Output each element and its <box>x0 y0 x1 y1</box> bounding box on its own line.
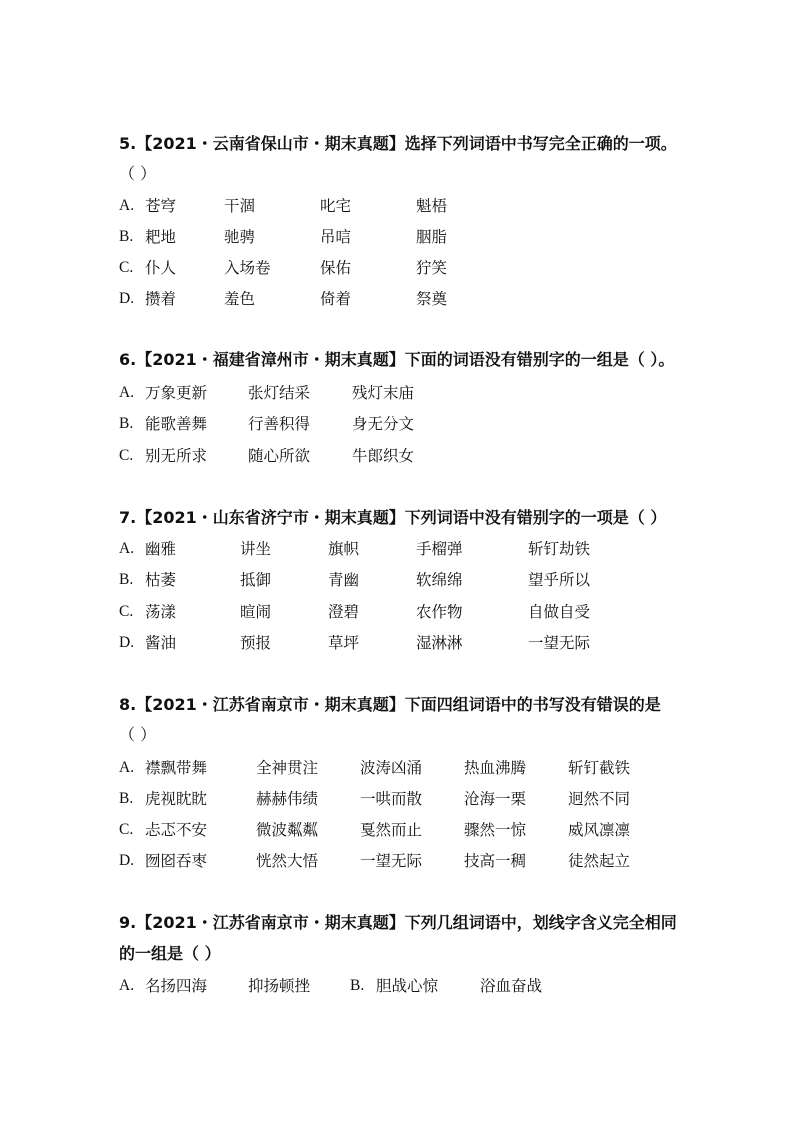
option-letter: C. <box>119 603 134 620</box>
option-word: 入场卷 <box>224 259 271 277</box>
option-word: 恍然大悟 <box>256 852 319 870</box>
option-word: 微波粼粼 <box>256 821 319 839</box>
option-word: 波涛凶涌 <box>360 759 423 777</box>
option-word: 幽雅 <box>145 540 177 558</box>
question-5-title: 5.【2021・云南省保山市・期末真题】选择下列词语中书写完全正确的一项。 <box>119 134 677 153</box>
option-word: 万象更新 <box>145 384 208 402</box>
question-9-title: 9.【2021・江苏省南京市・期末真题】下列几组词语中，划线字含义完全相同 <box>119 913 677 932</box>
question-9-title-continued: 的一组是（ ） <box>119 944 221 963</box>
option-letter: B. <box>119 228 134 245</box>
question-5-answer-blank: （ ） <box>119 164 157 183</box>
option-word: 软绵绵 <box>416 571 463 589</box>
option-word: 自做自受 <box>528 603 591 621</box>
option-word: 讲坐 <box>240 540 272 558</box>
option-word: 倚着 <box>320 290 352 308</box>
option-word: 枯萎 <box>145 571 177 589</box>
option-word: 技高一稠 <box>464 852 527 870</box>
option-letter: D. <box>119 634 135 651</box>
option-word: 囫囵吞枣 <box>145 852 208 870</box>
option-word: 别无所求 <box>145 447 208 465</box>
option-word: 张灯结采 <box>248 384 311 402</box>
option-word: 骤然一惊 <box>464 821 527 839</box>
option-word: 叱宅 <box>320 197 352 215</box>
option-word: 抑扬顿挫 <box>248 977 311 995</box>
option-word: 沧海一栗 <box>464 790 527 808</box>
option-word: 祭奠 <box>416 290 448 308</box>
option-letter: D. <box>119 852 135 869</box>
option-word: 牛郎织女 <box>352 447 415 465</box>
option-letter: B. <box>119 415 134 432</box>
question-8-title: 8.【2021・江苏省南京市・期末真题】下面四组词语中的书写没有错误的是 <box>119 695 661 714</box>
option-word: 戛然而止 <box>360 821 423 839</box>
question-6-title: 6.【2021・福建省漳州市・期末真题】下面的词语没有错别字的一组是（ ）。 <box>119 350 675 369</box>
option-word: 胆战心惊 <box>376 977 439 995</box>
option-word: 斩钉劫铁 <box>528 540 591 558</box>
option-word: 赫赫伟绩 <box>256 790 319 808</box>
option-letter: C. <box>119 821 134 838</box>
option-word: 身无分文 <box>352 415 415 433</box>
option-letter: B. <box>119 790 134 807</box>
option-letter: C. <box>119 447 134 464</box>
option-word: 预报 <box>240 634 272 652</box>
option-letter: A. <box>119 759 135 776</box>
option-word: 抵御 <box>240 571 272 589</box>
option-word: 草坪 <box>328 634 360 652</box>
option-word: 忐忑不安 <box>145 821 208 839</box>
option-word: 驰骋 <box>224 228 256 246</box>
option-word: 襟飘带舞 <box>145 759 208 777</box>
option-word: 一哄而散 <box>360 790 423 808</box>
option-word: 全神贯注 <box>256 759 319 777</box>
option-letter: A. <box>119 540 135 557</box>
option-word: 威风凛凛 <box>568 821 631 839</box>
option-letter: A. <box>119 384 135 401</box>
option-word: 迥然不同 <box>568 790 631 808</box>
option-letter: B. <box>350 977 365 994</box>
option-letter: D. <box>119 290 135 307</box>
option-word: 农作物 <box>416 603 463 621</box>
option-word: 酱油 <box>145 634 177 652</box>
option-word: 暄闹 <box>240 603 272 621</box>
question-8-answer-blank: （ ） <box>119 725 157 744</box>
option-word: 浴血奋战 <box>480 977 543 995</box>
option-word: 魁梧 <box>416 197 448 215</box>
option-word: 行善积得 <box>248 415 311 433</box>
option-word: 随心所欲 <box>248 447 311 465</box>
option-word: 苍穹 <box>145 197 177 215</box>
option-word: 荡漾 <box>145 603 177 621</box>
option-letter: A. <box>119 197 135 214</box>
option-word: 保佑 <box>320 259 352 277</box>
option-word: 一望无际 <box>360 852 423 870</box>
option-word: 手榴弹 <box>416 540 463 558</box>
option-word: 攒着 <box>145 290 177 308</box>
option-word: 旗帜 <box>328 540 360 558</box>
option-word: 一望无际 <box>528 634 591 652</box>
question-7-title: 7.【2021・山东省济宁市・期末真题】下列词语中没有错别字的一项是（ ） <box>119 508 667 527</box>
option-word: 湿淋淋 <box>416 634 463 652</box>
option-word: 干涸 <box>224 197 256 215</box>
option-word: 徒然起立 <box>568 852 631 870</box>
option-word: 望乎所以 <box>528 571 591 589</box>
option-word: 斩钉截铁 <box>568 759 631 777</box>
option-word: 名扬四海 <box>145 977 208 995</box>
option-letter: A. <box>119 977 135 994</box>
option-word: 吊唁 <box>320 228 352 246</box>
option-letter: C. <box>119 259 134 276</box>
option-word: 虎视眈眈 <box>145 790 208 808</box>
option-word: 羞色 <box>224 290 256 308</box>
option-word: 仆人 <box>145 259 177 277</box>
option-word: 热血沸腾 <box>464 759 527 777</box>
option-word: 耙地 <box>145 228 177 246</box>
option-word: 残灯末庙 <box>352 384 415 402</box>
option-word: 青幽 <box>328 571 360 589</box>
option-word: 能歌善舞 <box>145 415 208 433</box>
option-word: 狞笑 <box>416 259 448 277</box>
option-word: 澄碧 <box>328 603 360 621</box>
option-word: 胭脂 <box>416 228 448 246</box>
option-letter: B. <box>119 571 134 588</box>
